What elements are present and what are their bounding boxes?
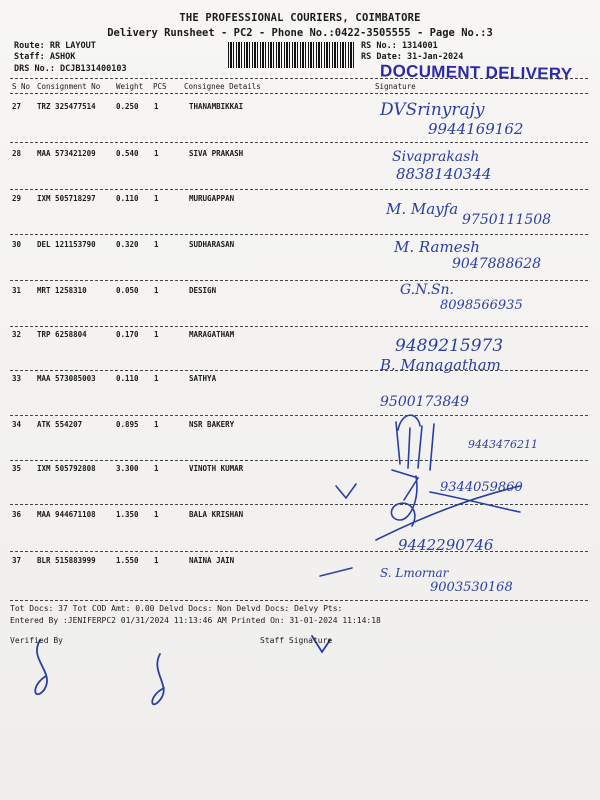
row-sno: 37	[12, 556, 22, 565]
row-pcs: 1	[154, 194, 159, 203]
row-sno: 28	[12, 149, 22, 158]
row-consignment: MAA 573085003	[37, 374, 96, 383]
row-consignee: NAINA JAIN	[189, 556, 235, 565]
row-pcs: 1	[154, 510, 159, 519]
row-weight: 0.250	[116, 102, 139, 111]
table-row	[0, 98, 600, 142]
row-consignment: IXM 505718297	[37, 194, 96, 203]
row-sno: 27	[12, 102, 22, 111]
row-consignment: TRP 6258804	[37, 330, 87, 339]
row-weight: 0.320	[116, 240, 139, 249]
signature-name: G.N.Sn.	[400, 282, 454, 298]
row-sno: 36	[12, 510, 22, 519]
row-consignee: THANAMBIKKAI	[189, 102, 244, 111]
row-sno: 32	[12, 330, 22, 339]
signature-name: M. Ramesh	[394, 238, 480, 256]
row-sno: 35	[12, 464, 22, 473]
row-consignee: BALA KRISHAN	[189, 510, 244, 519]
row-consignment: TRZ 325477514	[37, 102, 96, 111]
row-pcs: 1	[154, 240, 159, 249]
row-weight: 0.110	[116, 194, 139, 203]
signature-phone: 9442290746	[398, 536, 494, 554]
signature-phone: 9500173849	[380, 394, 470, 410]
signature-phone: 9047888628	[452, 256, 542, 272]
table-row	[0, 506, 600, 554]
row-divider	[10, 504, 588, 505]
signature-name: DVSrinyrajy	[380, 100, 485, 120]
row-pcs: 1	[154, 149, 159, 158]
row-pcs: 1	[154, 286, 159, 295]
col-consignee: Consignee Details	[184, 82, 261, 91]
row-consignment: ATK 554207	[37, 420, 83, 429]
row-consignee: VINOTH KUMAR	[189, 464, 244, 473]
row-pcs: 1	[154, 330, 159, 339]
col-pcs: PCS	[153, 82, 167, 91]
rs-number: RS No.: 1314001	[361, 41, 438, 51]
table-row	[0, 416, 600, 460]
row-consignee: MARAGATHAM	[189, 330, 235, 339]
barcode-image	[228, 42, 356, 68]
table-row	[0, 326, 600, 374]
row-consignee: SUDHARASAN	[189, 240, 235, 249]
row-sno: 33	[12, 374, 22, 383]
table-row	[0, 460, 600, 504]
signature-phone: 9003530168	[430, 580, 513, 595]
route-label: Route: RR LAYOUT	[14, 41, 96, 51]
totals-line: Tot Docs: 37 Tot COD Amt: 0.00 Delvd Docs: Non Delvd Docs: Delvy Pts:	[10, 604, 343, 613]
row-weight: 0.170	[116, 330, 139, 339]
row-divider	[10, 234, 588, 235]
row-pcs: 1	[154, 420, 159, 429]
runsheet-subtitle: Delivery Runsheet - PC2 - Phone No.:0422-3505555 - Page No.:3	[107, 27, 493, 39]
signature-name: S. Lmornar	[380, 566, 449, 580]
row-weight: 0.895	[116, 420, 139, 429]
signature-phone: 8838140344	[396, 165, 492, 183]
signature-phone: 9443476211	[468, 438, 538, 451]
header-divider-top	[10, 78, 588, 79]
signature-phone: 9944169162	[428, 120, 524, 138]
row-consignee: SATHYA	[189, 374, 217, 383]
row-sno: 31	[12, 286, 22, 295]
row-pcs: 1	[154, 102, 159, 111]
staff-label: Staff: ASHOK	[14, 52, 76, 62]
verified-by-label: Verified By	[10, 636, 63, 645]
row-divider	[10, 280, 588, 281]
table-row	[0, 145, 600, 189]
signature-phone: 9344059860	[440, 480, 523, 495]
signature-name: B. Managatham	[380, 356, 501, 374]
col-sno: S No	[12, 82, 31, 91]
row-divider	[10, 142, 588, 143]
table-row	[0, 236, 600, 280]
row-consignee: DESIGN	[189, 286, 217, 295]
footer-divider	[10, 600, 588, 601]
drs-number: DRS No.: DCJB131400103	[14, 64, 127, 74]
signature-phone: 8098566935	[440, 298, 523, 313]
row-weight: 0.540	[116, 149, 139, 158]
col-consignment: Consignment No	[37, 82, 101, 91]
row-weight: 1.550	[116, 556, 139, 565]
entered-by-line: Entered By :JENIFERPC2 01/31/2024 11:13:46 AM Printed On: 31-01-2024 11:14:18	[10, 616, 381, 625]
row-consignment: MAA 944671108	[37, 510, 96, 519]
signature-name: M. Mayfa	[386, 200, 459, 218]
staff-signature-label: Staff Signature	[260, 636, 333, 645]
company-title: THE PROFESSIONAL COURIERS, COIMBATORE	[179, 12, 421, 24]
row-consignment: BLR 515883999	[37, 556, 96, 565]
row-weight: 0.110	[116, 374, 139, 383]
row-consignee: NSR BAKERY	[189, 420, 235, 429]
col-signature: Signature	[375, 82, 416, 91]
row-weight: 3.300	[116, 464, 139, 473]
signature-phone: 9489215973	[395, 336, 504, 356]
signature-name: Sivaprakash	[392, 149, 480, 165]
row-pcs: 1	[154, 556, 159, 565]
row-sno: 34	[12, 420, 22, 429]
signature-phone: 9750111508	[462, 212, 552, 228]
table-row	[0, 370, 600, 414]
row-consignment: DEL 121153790	[37, 240, 96, 249]
row-consignment: IXM 505792808	[37, 464, 96, 473]
row-consignment: MAA 573421209	[37, 149, 96, 158]
row-sno: 29	[12, 194, 22, 203]
row-consignee: SIVA PRAKASH	[189, 149, 244, 158]
row-pcs: 1	[154, 374, 159, 383]
row-consignee: MURUGAPPAN	[189, 194, 235, 203]
document-delivery-stamp: DOCUMENT DELIVERY	[379, 61, 573, 84]
row-weight: 1.350	[116, 510, 139, 519]
table-row	[0, 282, 600, 326]
header-divider-bottom	[10, 93, 588, 94]
table-row	[0, 190, 600, 234]
row-consignment: MRT 1258310	[37, 286, 87, 295]
row-pcs: 1	[154, 464, 159, 473]
col-weight: Weight	[116, 82, 144, 91]
row-weight: 0.050	[116, 286, 139, 295]
row-sno: 30	[12, 240, 22, 249]
table-row	[0, 552, 600, 596]
rs-date: RS Date: 31-Jan-2024	[361, 52, 464, 62]
